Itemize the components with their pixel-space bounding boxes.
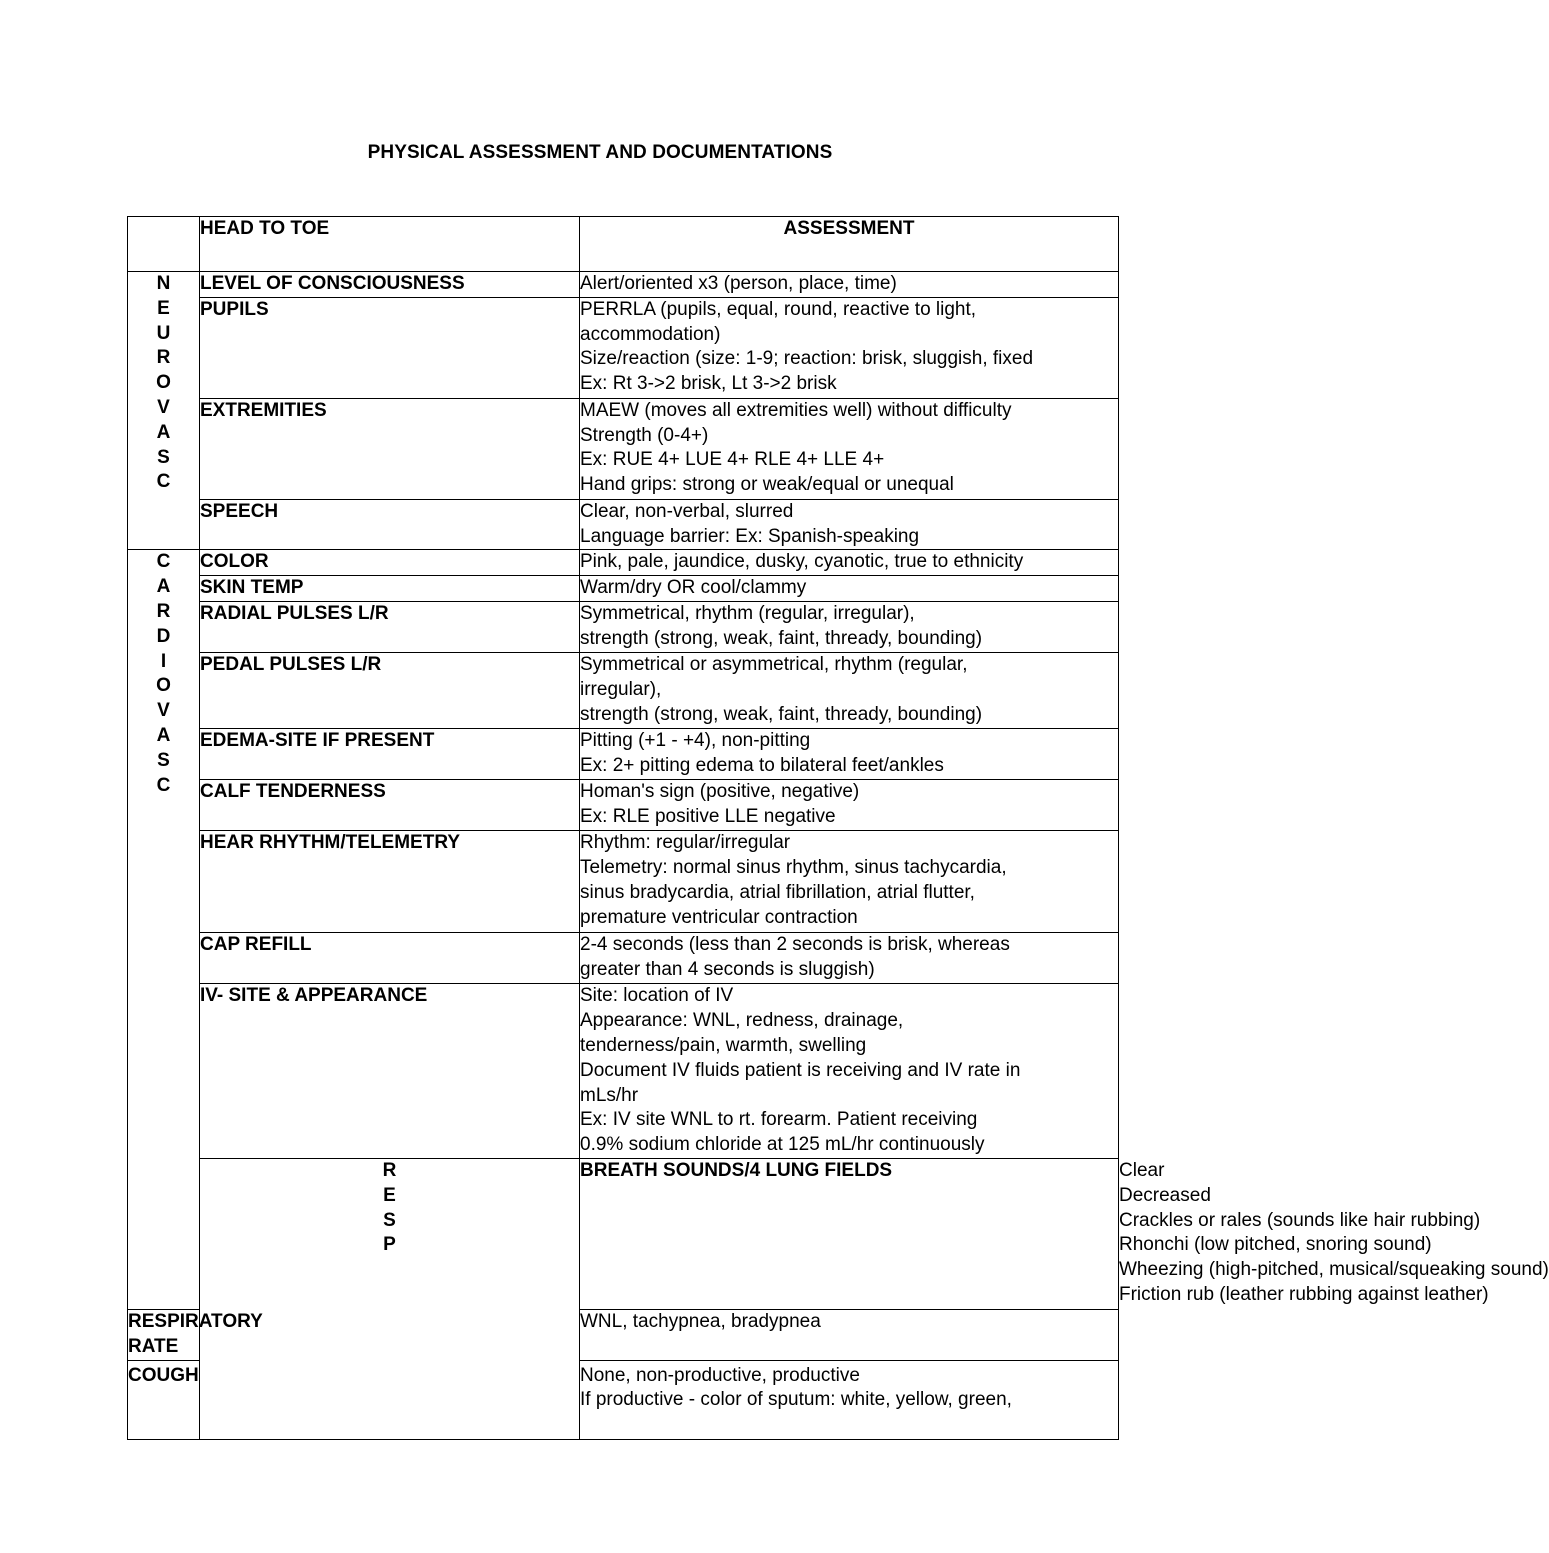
table-row [128,272,1119,298]
item-iv-site: IV- SITE & APPEARANCE [200,984,580,1159]
item-color: COLOR [200,550,580,576]
assessment-pedal-pulses: Symmetrical or asymmetrical, rhythm (regular, irregular), strength (strong, weak, faint, thready, bounding) [580,653,1119,729]
item-heart-rhythm: HEAR RHYTHM/TELEMETRY [200,831,580,933]
assessment-table [127,216,1549,1440]
section-label-cardiovasc: C A R D I O V A S C [128,550,200,1310]
item-edema: EDEMA-SITE IF PRESENT [200,729,580,780]
item-cap-refill: CAP REFILL [200,933,580,984]
header-head-to-toe: HEAD TO TOE [200,217,580,272]
table-row [128,933,1119,984]
assessment-extremities: MAEW (moves all extremities well) without difficulty Strength (0-4+) Ex: RUE 4+ LUE 4+ RLE 4+ LLE 4+ Hand grips: strong or weak/equal or unequal [580,398,1119,499]
table-row [128,729,1119,780]
assessment-edema: Pitting (+1 - +4), non-pitting Ex: 2+ pitting edema to bilateral feet/ankles [580,729,1119,780]
assessment-speech: Clear, non-verbal, slurred Language barrier: Ex: Spanish-speaking [580,499,1119,550]
item-breath-sounds: BREATH SOUNDS/4 LUNG FIELDS [580,1158,1119,1309]
item-skin-temp: SKIN TEMP [200,576,580,602]
section-label-resp: R E S P [200,1158,580,1439]
table-header-row [128,217,1119,272]
table-row [128,576,1119,602]
section-label-neurovasc: N E U R O V A S C [128,272,200,550]
item-pedal-pulses: PEDAL PULSES L/R [200,653,580,729]
table-row [128,297,1119,398]
item-cough: COUGH [128,1360,200,1439]
item-calf-tenderness: CALF TENDERNESS [200,780,580,831]
table-row [128,550,1119,576]
assessment-pupils: PERRLA (pupils, equal, round, reactive to light, accommodation) Size/reaction (size: 1-9; reaction: brisk, sluggish, fixed Ex: Rt 3->2 brisk, Lt 3->2 brisk [580,297,1119,398]
table-row [128,398,1119,499]
assessment-calf-tenderness: Homan's sign (positive, negative) Ex: RLE positive LLE negative [580,780,1119,831]
item-level-of-consciousness: LEVEL OF CONSCIOUSNESS [200,272,580,298]
table-row: R E S P BREATH SOUNDS/4 LUNG FIELDS Clear Decreased Crackles or rales (sounds like hair rubbing) Rhonchi (low pitched, snoring sound) Wheezing (high-pitched, musical/squeaking sound) Friction rub (leather rubbing against leather) [128,1158,1119,1309]
item-respiratory-rate: RESPIRATORY RATE [128,1309,200,1360]
table-row [128,602,1119,653]
table-row [128,984,1119,1159]
assessment-skin-temp: Warm/dry OR cool/clammy [580,576,1119,602]
assessment-radial-pulses: Symmetrical, rhythm (regular, irregular), strength (strong, weak, faint, thready, bounding) [580,602,1119,653]
item-extremities: EXTREMITIES [200,398,580,499]
assessment-iv-site: Site: location of IV Appearance: WNL, redness, drainage, tenderness/pain, warmth, swelling Document IV fluids patient is receiving and IV rate in mLs/hr Ex: IV site WNL to rt. forearm. Patient receiving 0.9% sodium chloride at 125 mL/hr continuously [580,984,1119,1159]
assessment-level-of-consciousness: Alert/oriented x3 (person, place, time) [580,272,1119,298]
table-row [128,780,1119,831]
assessment-color: Pink, pale, jaundice, dusky, cyanotic, true to ethnicity [580,550,1119,576]
item-radial-pulses: RADIAL PULSES L/R [200,602,580,653]
item-speech: SPEECH [200,499,580,550]
assessment-cough: None, non-productive, productive If productive - color of sputum: white, yellow, green, [580,1360,1119,1439]
table-row [128,831,1119,933]
table-row [128,499,1119,550]
header-section-cell [128,217,200,272]
item-pupils: PUPILS [200,297,580,398]
table-row [128,653,1119,729]
assessment-cap-refill: 2-4 seconds (less than 2 seconds is brisk, whereas greater than 4 seconds is sluggish) [580,933,1119,984]
assessment-heart-rhythm: Rhythm: regular/irregular Telemetry: normal sinus rhythm, sinus tachycardia, sinus bradycardia, atrial fibrillation, atrial flutter, premature ventricular contraction [580,831,1119,933]
page-title: PHYSICAL ASSESSMENT AND DOCUMENTATIONS [367,142,833,163]
assessment-respiratory-rate: WNL, tachypnea, bradypnea [580,1309,1119,1360]
header-assessment: ASSESSMENT [580,217,1119,272]
